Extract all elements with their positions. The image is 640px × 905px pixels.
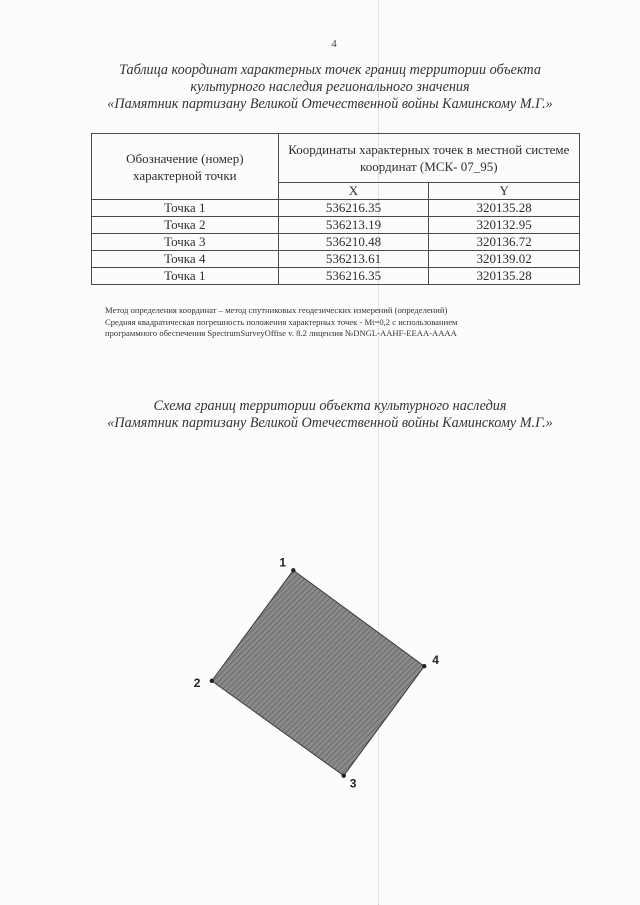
- boundary-point-marker: [291, 568, 295, 572]
- boundary-point-marker: [342, 774, 346, 778]
- table-title-line-2: культурного наследия регионального значения: [190, 79, 470, 95]
- scheme-title-line-2: «Памятник партизану Великой Отечественной войны Каминскому М.Г.»: [107, 415, 553, 431]
- table-title-line-1: Таблица координат характерных точек границ территории объекта: [119, 62, 541, 78]
- cell-x: 536216.35: [278, 268, 429, 285]
- table-title-line-3: «Памятник партизану Великой Отечественной войны Каминскому М.Г.»: [107, 96, 553, 112]
- cell-point: Точка 3: [92, 234, 279, 251]
- boundary-point-label: 1: [279, 555, 287, 570]
- note-line-1: Метод определения координат – метод спутниковых геодезических измерений (определений): [105, 305, 448, 315]
- cell-x: 536216.35: [278, 200, 429, 217]
- cell-y: 320132.95: [429, 217, 580, 234]
- cell-y: 320136.72: [429, 234, 580, 251]
- boundary-point-label: 2: [193, 675, 201, 690]
- cell-point: Точка 1: [92, 268, 279, 285]
- boundary-polygon: [212, 570, 424, 775]
- cell-point: Точка 4: [92, 251, 279, 268]
- note-line-2: Средняя квадратическая погрешность положения характерных точек - Mt=0,2 с использованием: [105, 316, 458, 327]
- cell-x: 536213.61: [278, 251, 429, 268]
- header-coordinates: Координаты характерных точек в местной системе координат (МСК- 07_95): [278, 134, 579, 183]
- page-number: 4: [331, 38, 337, 50]
- boundary-point-marker: [210, 679, 214, 683]
- cell-y: 320135.28: [429, 268, 580, 285]
- header-point-designation: Обозначение (номер) характерной точки: [92, 134, 279, 200]
- cell-point: Точка 1: [92, 200, 279, 217]
- cell-x: 536213.19: [278, 217, 429, 234]
- cell-y: 320135.28: [429, 200, 580, 217]
- boundary-point-label: 4: [432, 653, 439, 668]
- cell-point: Точка 2: [92, 217, 279, 234]
- note-line-3: программного обеспечения SpectrumSurveyOffise v. 8.2 лицензия №DNGL-AAHF-EEAA-AAAA: [105, 328, 457, 338]
- scheme-title-line-1: Схема границ территории объекта культурного наследия: [153, 398, 507, 414]
- boundary-point-marker: [422, 664, 426, 668]
- cell-y: 320139.02: [429, 251, 580, 268]
- header-x: X: [278, 183, 429, 200]
- boundary-point-label: 3: [349, 776, 357, 791]
- cell-x: 536210.48: [278, 234, 429, 251]
- header-y: Y: [429, 183, 580, 200]
